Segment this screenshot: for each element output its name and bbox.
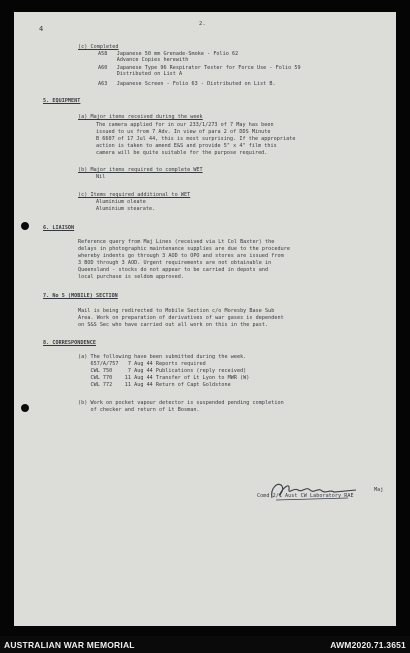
line: Nil bbox=[96, 174, 106, 180]
line: whereby indents go through 3 AOD to OPO and stores are issued from bbox=[78, 253, 284, 259]
line: Queensland - stocks do not appear to be carried in depots and bbox=[78, 267, 269, 273]
signature-rank: Maj bbox=[374, 487, 384, 493]
line: Advance Copies herewith bbox=[98, 57, 189, 63]
line: CWL 772 11 Aug 44 Return of Capt Goldstone bbox=[78, 382, 231, 388]
line: on S&S Sec who have carried out all work on this in the past. bbox=[78, 322, 269, 328]
line: delays in photographic maintenance supplies are due to the procedure bbox=[78, 246, 290, 252]
line: A63 Japanese Screen - Folio 63 - Distributed on List B. bbox=[98, 81, 276, 87]
subsection-c-heading: (c) Completed bbox=[78, 44, 119, 50]
punch-hole bbox=[21, 404, 29, 412]
line: A58 Japanese 50 mm Grenade-Smoke - Folio 62 bbox=[98, 51, 239, 57]
line: Aluminium oleate bbox=[96, 199, 146, 205]
line: Distributed on List A bbox=[98, 71, 183, 77]
line: A60 Japanese Type 96 Respirator Tester for Force Use - Folio 59 bbox=[98, 65, 301, 71]
section-7-heading: 7. No 5 (MOBILE) SECTION bbox=[43, 293, 118, 299]
line: Mail is being redirected to Mobile Section c/o Moresby Base Sub bbox=[78, 308, 275, 314]
signature-title: Comd 2/1 Aust CW Laboratory RAE bbox=[257, 493, 354, 499]
signature bbox=[268, 478, 360, 504]
punch-hole bbox=[21, 222, 29, 230]
footer-accession-number: AWM2020.71.3651 bbox=[330, 640, 406, 650]
subsection-5c-heading: (c) Items required additional to WET bbox=[78, 192, 191, 198]
document-page bbox=[14, 12, 396, 626]
line: action is taken to amend E&S and provide 5" x 4" film this bbox=[96, 143, 277, 149]
subsection-8a-heading: (a) The following have been submitted during the week. bbox=[78, 354, 247, 360]
section-5-heading: 5. EQUIPMENT bbox=[43, 98, 81, 104]
line: Reference query from Maj Lines (received via Lt Col Baxter) the bbox=[78, 239, 275, 245]
corner-mark: 4 bbox=[39, 25, 44, 33]
line: 3 BOD through 3 AOD. Urgent requirements are not obtainable in bbox=[78, 260, 272, 266]
page-number: 2. bbox=[199, 21, 206, 27]
line: local purchase is seldom approved. bbox=[78, 274, 184, 280]
line: of checker and return of Lt Bosman. bbox=[78, 407, 200, 413]
line: The camera applied for in our 233/1/273 of 7 May has been bbox=[96, 122, 274, 128]
line: Area. Work on preparation of derivatives of war gases is dependent bbox=[78, 315, 284, 321]
line: 657/A/757 7 Aug 44 Reports required bbox=[78, 361, 206, 367]
section-8-heading: 8. CORRESPONDENCE bbox=[43, 340, 96, 346]
footer-bar bbox=[0, 636, 410, 653]
line: issued to us from 7 Adv. In view of para 2 of DDS Minute bbox=[96, 129, 271, 135]
footer-institution: AUSTRALIAN WAR MEMORIAL bbox=[4, 640, 135, 650]
line: Aluminium stearate. bbox=[96, 206, 156, 212]
subsection-5a-heading: (a) Major items received during the week bbox=[78, 114, 203, 120]
line: CWL 770 11 Aug 44 Transfer of Lt Lyon to MWR (W) bbox=[78, 375, 250, 381]
subsection-8b: (b) Work on pocket vapour detector is suspended pending completion bbox=[78, 400, 284, 406]
line: B 6607 of 17 Jul 44, this is most surprising. If the appropriate bbox=[96, 136, 296, 142]
subsection-5b-heading: (b) Major items required to complete WET bbox=[78, 167, 203, 173]
section-6-heading: 6. LIAISON bbox=[43, 225, 75, 231]
line: camera will be quite suitable for the purpose required. bbox=[96, 150, 268, 156]
line: CWL 750 7 Aug 44 Publications (reply received) bbox=[78, 368, 247, 374]
